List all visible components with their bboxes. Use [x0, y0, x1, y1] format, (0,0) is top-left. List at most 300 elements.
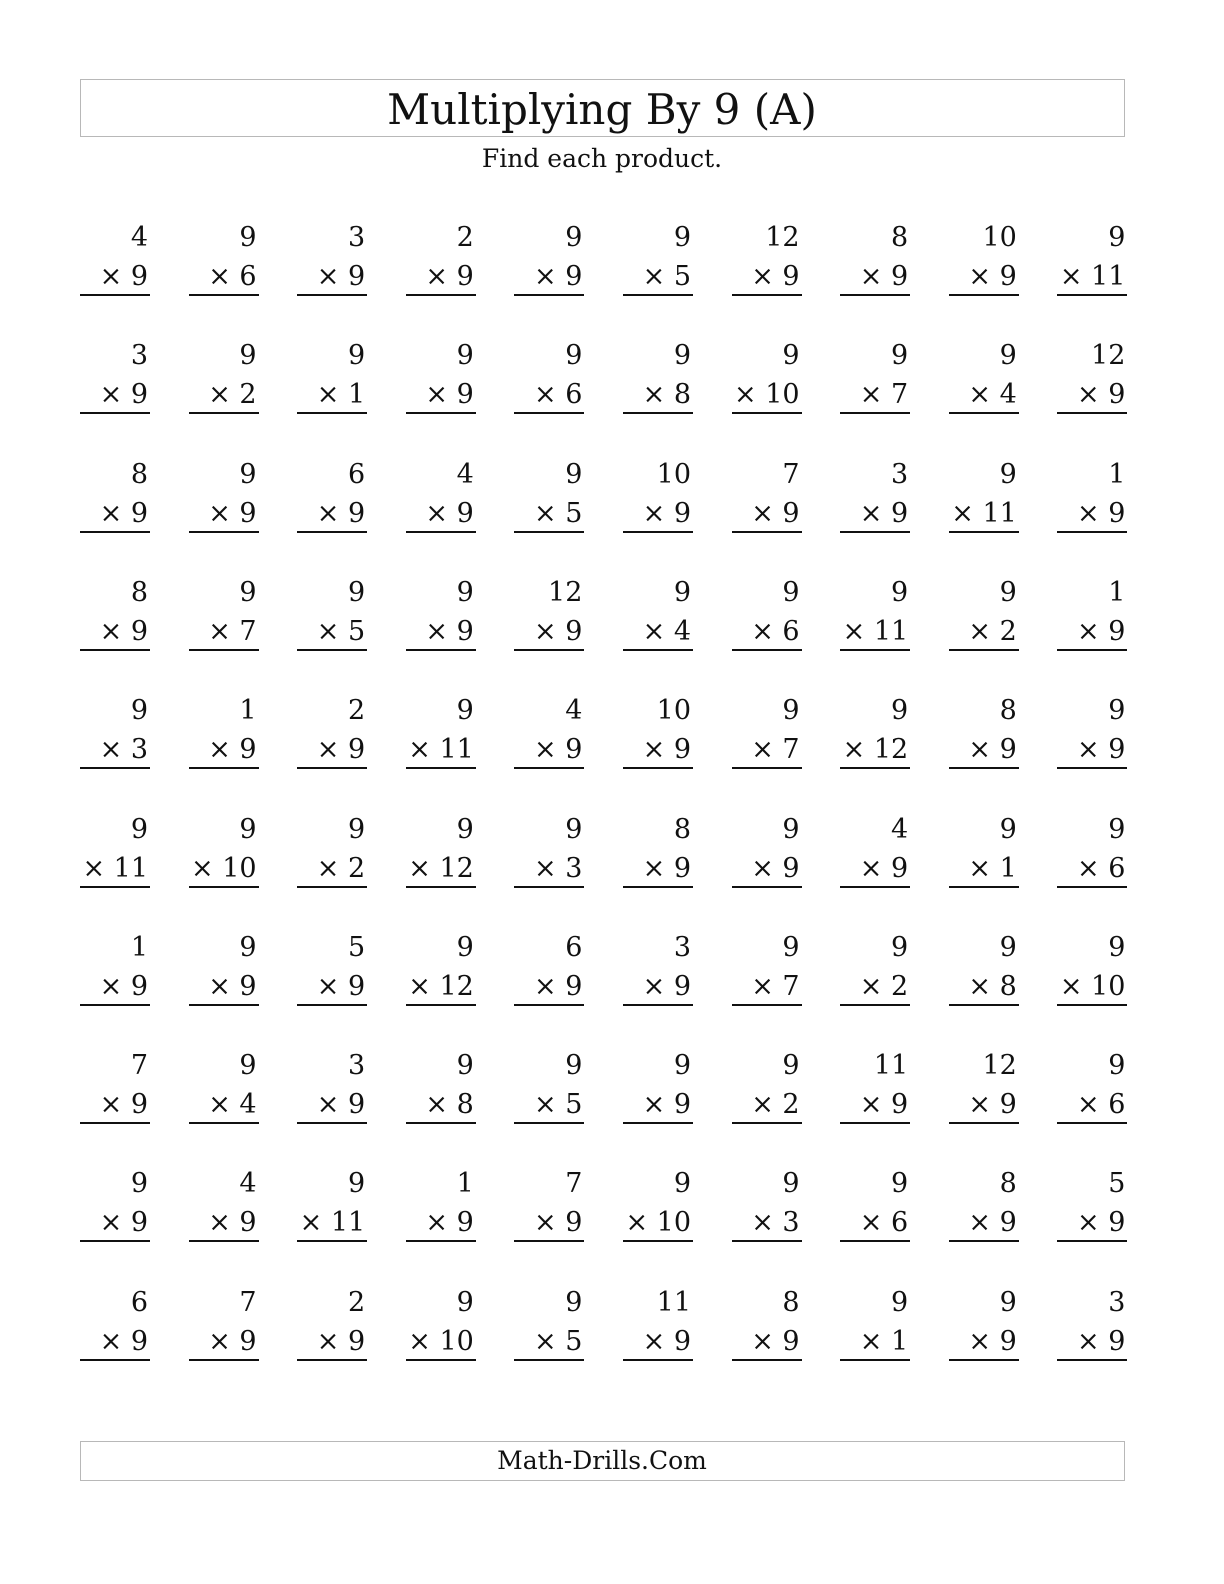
multiplier: × 6	[208, 261, 257, 292]
multiplicand: 12	[548, 576, 583, 608]
multiplier: × 2	[316, 852, 366, 884]
answer-line	[840, 1004, 910, 1006]
multiplier: × 10	[408, 1325, 474, 1357]
multiplicand: 11	[656, 1286, 691, 1318]
multiplier: × 5	[316, 615, 366, 647]
multiplier: × 9	[425, 615, 474, 647]
multiplier: × 9	[99, 1325, 148, 1357]
multiplier: × 9	[859, 1089, 909, 1121]
multiplier: × 9	[99, 261, 148, 292]
multiplicand: 9	[782, 340, 800, 372]
multiplier: × 8	[642, 379, 691, 411]
multiplicand: 3	[348, 222, 366, 253]
multiplier: × 12	[408, 970, 474, 1002]
answer-line	[732, 1240, 802, 1242]
multiplier: × 3	[99, 734, 148, 766]
answer-line	[623, 1122, 693, 1124]
answer-line	[514, 1004, 584, 1006]
multiplier: × 2	[859, 970, 909, 1002]
multiplier: × 1	[316, 379, 366, 411]
multiplier: × 9	[1077, 497, 1126, 529]
multiplier: × 8	[425, 1089, 474, 1121]
answer-line	[514, 767, 584, 769]
multiplicand: 9	[891, 576, 909, 608]
multiplier: × 5	[642, 261, 691, 292]
answer-line	[189, 1359, 259, 1361]
multiplicand: 9	[782, 576, 800, 608]
multiplier: × 9	[534, 261, 583, 292]
multiplicand: 6	[565, 931, 583, 963]
problem	[514, 931, 584, 1003]
answer-line	[189, 294, 259, 296]
problem	[80, 931, 150, 1003]
multiplicand: 11	[873, 1050, 909, 1082]
multiplier: × 4	[642, 615, 691, 647]
multiplicand: 9	[348, 576, 366, 608]
answer-line	[949, 886, 1019, 888]
problem	[189, 1167, 259, 1239]
answer-line	[189, 1240, 259, 1242]
multiplicand: 7	[782, 458, 800, 490]
multiplicand: 4	[130, 222, 148, 253]
multiplicand: 1	[130, 931, 148, 963]
answer-line	[189, 1004, 259, 1006]
answer-line	[840, 1122, 910, 1124]
multiplicand: 4	[456, 458, 474, 490]
multiplicand: 9	[130, 695, 148, 727]
multiplicand: 6	[130, 1286, 148, 1318]
problem	[514, 813, 584, 885]
multiplicand: 9	[130, 1168, 148, 1200]
multiplicand: 9	[565, 458, 583, 490]
multiplier: × 9	[99, 615, 148, 647]
answer-line	[297, 412, 367, 414]
multiplier: × 4	[208, 1089, 257, 1121]
problem	[1057, 576, 1127, 648]
problem	[514, 221, 584, 293]
answer-line	[623, 531, 693, 533]
multiplier: × 10	[625, 1207, 691, 1239]
multiplicand: 8	[891, 222, 909, 253]
multiplicand: 1	[456, 1168, 474, 1200]
problem	[1057, 221, 1127, 293]
multiplier: × 7	[751, 734, 800, 766]
multiplicand: 9	[239, 458, 257, 490]
problem	[949, 221, 1019, 293]
multiplicand: 9	[239, 813, 257, 845]
multiplier: × 9	[425, 497, 474, 529]
problem	[732, 576, 802, 648]
multiplicand: 9	[891, 1168, 909, 1200]
problem	[840, 931, 910, 1003]
multiplicand: 9	[456, 1286, 474, 1318]
multiplier: × 9	[859, 497, 909, 529]
multiplicand: 9	[239, 1050, 257, 1082]
multiplier: × 1	[968, 852, 1017, 884]
problem	[406, 813, 476, 885]
answer-line	[949, 649, 1019, 651]
multiplicand: 9	[782, 813, 800, 845]
problem	[949, 1049, 1019, 1121]
multiplicand: 9	[1108, 695, 1126, 727]
problem	[189, 694, 259, 766]
problem	[514, 1049, 584, 1121]
answer-line	[189, 649, 259, 651]
problem	[840, 813, 910, 885]
problem	[297, 576, 367, 648]
problem	[840, 576, 910, 648]
multiplicand: 2	[348, 1286, 366, 1318]
multiplier: × 5	[534, 1325, 583, 1357]
multiplier: × 10	[734, 379, 800, 411]
multiplicand: 9	[999, 458, 1017, 490]
answer-line	[297, 1122, 367, 1124]
problem	[80, 813, 150, 885]
multiplier: × 2	[968, 615, 1017, 647]
problem	[623, 1286, 693, 1358]
answer-line	[406, 1240, 476, 1242]
problem	[514, 458, 584, 530]
multiplier: × 9	[99, 497, 148, 529]
multiplicand: 9	[239, 340, 257, 372]
footer-credit: Math-Drills.Com	[497, 1446, 707, 1475]
answer-line	[623, 1359, 693, 1361]
answer-line	[189, 412, 259, 414]
problem	[514, 339, 584, 411]
multiplier: × 9	[425, 261, 474, 292]
multiplicand: 9	[348, 1168, 366, 1200]
multiplicand: 3	[130, 340, 148, 372]
multiplicand: 7	[130, 1050, 148, 1082]
multiplicand: 9	[782, 1050, 800, 1082]
multiplier: × 9	[316, 1089, 366, 1121]
multiplier: × 9	[751, 497, 800, 529]
answer-line	[189, 767, 259, 769]
answer-line	[406, 531, 476, 533]
multiplicand: 9	[456, 576, 474, 608]
multiplicand: 9	[891, 931, 909, 963]
problem	[1057, 694, 1127, 766]
answer-line	[1057, 886, 1127, 888]
answer-line	[949, 531, 1019, 533]
multiplicand: 9	[891, 340, 909, 372]
multiplier: × 9	[1077, 379, 1126, 411]
multiplicand: 12	[1091, 340, 1126, 372]
answer-line	[406, 1004, 476, 1006]
multiplicand: 1	[239, 695, 257, 727]
answer-line	[1057, 649, 1127, 651]
multiplier: × 8	[968, 970, 1017, 1002]
multiplicand: 3	[891, 458, 909, 490]
answer-line	[949, 767, 1019, 769]
multiplicand: 9	[673, 1168, 691, 1200]
multiplier: × 9	[751, 261, 800, 292]
multiplier: × 9	[968, 1207, 1017, 1239]
answer-line	[949, 1359, 1019, 1361]
multiplicand: 2	[348, 695, 366, 727]
problem	[949, 694, 1019, 766]
multiplier: × 11	[299, 1207, 366, 1239]
answer-line	[732, 294, 802, 296]
multiplier: × 9	[316, 970, 366, 1002]
multiplicand: 9	[891, 1286, 909, 1318]
answer-line	[297, 1240, 367, 1242]
multiplier: × 9	[859, 261, 909, 292]
problem	[840, 221, 910, 293]
multiplier: × 9	[534, 734, 583, 766]
multiplicand: 9	[565, 813, 583, 845]
answer-line	[80, 1240, 150, 1242]
multiplicand: 9	[782, 1168, 800, 1200]
answer-line	[840, 1240, 910, 1242]
answer-line	[514, 1240, 584, 1242]
problem	[297, 221, 367, 293]
problem	[406, 1049, 476, 1121]
multiplier: × 9	[425, 379, 474, 411]
multiplier: × 9	[1077, 734, 1126, 766]
multiplier: × 5	[534, 1089, 583, 1121]
answer-line	[623, 1004, 693, 1006]
answer-line	[297, 1004, 367, 1006]
answer-line	[297, 886, 367, 888]
problem	[297, 1167, 367, 1239]
answer-line	[80, 767, 150, 769]
answer-line	[732, 886, 802, 888]
multiplier: × 2	[751, 1089, 800, 1121]
multiplicand: 5	[348, 931, 366, 963]
multiplicand: 10	[656, 695, 691, 727]
problem	[732, 1167, 802, 1239]
problem	[623, 576, 693, 648]
multiplier: × 9	[642, 734, 691, 766]
multiplier: × 6	[751, 615, 800, 647]
multiplicand: 9	[782, 695, 800, 727]
multiplicand: 9	[130, 813, 148, 845]
answer-line	[189, 886, 259, 888]
multiplicand: 9	[348, 340, 366, 372]
multiplicand: 9	[673, 222, 691, 253]
problem	[297, 458, 367, 530]
problem	[189, 931, 259, 1003]
answer-line	[80, 294, 150, 296]
answer-line	[406, 649, 476, 651]
answer-line	[732, 531, 802, 533]
multiplier: × 9	[642, 1089, 691, 1121]
multiplicand: 9	[565, 1286, 583, 1318]
problem	[514, 576, 584, 648]
multiplicand: 9	[456, 813, 474, 845]
multiplier: × 11	[951, 497, 1017, 529]
answer-line	[514, 531, 584, 533]
answer-line	[1057, 767, 1127, 769]
problem	[297, 931, 367, 1003]
answer-line	[1057, 1122, 1127, 1124]
multiplier: × 9	[642, 1325, 691, 1357]
problem	[80, 1049, 150, 1121]
multiplicand: 9	[999, 340, 1017, 372]
answer-line	[840, 1359, 910, 1361]
multiplier: × 9	[534, 1207, 583, 1239]
answer-line	[1057, 1240, 1127, 1242]
problem	[1057, 339, 1127, 411]
problem	[406, 1167, 476, 1239]
multiplicand: 12	[765, 222, 800, 253]
multiplicand: 9	[1108, 222, 1126, 253]
answer-line	[1057, 531, 1127, 533]
answer-line	[80, 649, 150, 651]
answer-line	[406, 1359, 476, 1361]
problem	[840, 1286, 910, 1358]
multiplicand: 9	[1108, 1050, 1126, 1082]
answer-line	[80, 531, 150, 533]
multiplier: × 9	[968, 1089, 1017, 1121]
problem	[514, 1167, 584, 1239]
answer-line	[406, 1122, 476, 1124]
multiplicand: 8	[782, 1286, 800, 1318]
multiplier: × 9	[534, 970, 583, 1002]
multiplicand: 3	[673, 931, 691, 963]
answer-line	[297, 649, 367, 651]
problem	[732, 813, 802, 885]
answer-line	[732, 767, 802, 769]
multiplicand: 1	[1108, 458, 1126, 490]
answer-line	[406, 767, 476, 769]
answer-line	[80, 1122, 150, 1124]
problem	[1057, 1167, 1127, 1239]
multiplier: × 6	[534, 379, 583, 411]
answer-line	[80, 886, 150, 888]
multiplier: × 9	[316, 734, 366, 766]
problem	[1057, 1286, 1127, 1358]
instructions: Find each product.	[481, 144, 723, 173]
multiplier: × 9	[99, 1207, 148, 1239]
multiplier: × 9	[968, 734, 1017, 766]
multiplicand: 5	[1108, 1168, 1126, 1200]
multiplicand: 8	[999, 1168, 1017, 1200]
answer-line	[949, 294, 1019, 296]
multiplier: × 9	[99, 970, 148, 1002]
problem	[189, 813, 259, 885]
multiplicand: 7	[239, 1286, 257, 1318]
problem	[406, 576, 476, 648]
problem	[840, 1167, 910, 1239]
answer-line	[840, 531, 910, 533]
multiplier: × 9	[968, 1325, 1017, 1357]
answer-line	[514, 886, 584, 888]
multiplicand: 4	[891, 813, 909, 845]
problem	[297, 1049, 367, 1121]
problem	[514, 694, 584, 766]
multiplicand: 9	[999, 813, 1017, 845]
multiplicand: 4	[565, 695, 583, 727]
multiplicand: 8	[130, 458, 148, 490]
problem	[1057, 458, 1127, 530]
multiplicand: 8	[130, 576, 148, 608]
problem	[623, 221, 693, 293]
answer-line	[949, 412, 1019, 414]
problem	[80, 694, 150, 766]
answer-line	[949, 1004, 1019, 1006]
answer-line	[514, 649, 584, 651]
answer-line	[406, 294, 476, 296]
multiplicand: 9	[891, 695, 909, 727]
problem	[189, 1286, 259, 1358]
problem	[623, 1049, 693, 1121]
multiplier: × 7	[208, 615, 257, 647]
answer-line	[406, 886, 476, 888]
multiplicand: 9	[348, 813, 366, 845]
problem	[623, 931, 693, 1003]
multiplicand: 8	[673, 813, 691, 845]
answer-line	[840, 294, 910, 296]
answer-line	[623, 294, 693, 296]
problem	[189, 221, 259, 293]
problem	[80, 458, 150, 530]
multiplicand: 9	[239, 931, 257, 963]
answer-line	[840, 649, 910, 651]
multiplier: × 11	[842, 615, 909, 647]
multiplier: × 9	[751, 852, 800, 884]
problem	[80, 1167, 150, 1239]
answer-line	[732, 1359, 802, 1361]
problem	[297, 339, 367, 411]
problem	[406, 221, 476, 293]
answer-line	[623, 767, 693, 769]
answer-line	[1057, 412, 1127, 414]
multiplicand: 9	[673, 576, 691, 608]
multiplicand: 9	[456, 340, 474, 372]
multiplicand: 7	[565, 1168, 583, 1200]
problem	[406, 694, 476, 766]
answer-line	[406, 412, 476, 414]
multiplier: × 9	[316, 261, 366, 292]
multiplier: × 2	[208, 379, 257, 411]
multiplier: × 9	[316, 497, 366, 529]
multiplier: × 9	[99, 1089, 148, 1121]
problem	[949, 1167, 1019, 1239]
multiplier: × 11	[82, 852, 148, 884]
problem	[732, 1286, 802, 1358]
answer-line	[623, 886, 693, 888]
multiplier: × 6	[1077, 852, 1126, 884]
multiplicand: 9	[456, 931, 474, 963]
problem	[406, 931, 476, 1003]
multiplier: × 9	[208, 970, 257, 1002]
problem	[732, 694, 802, 766]
answer-line	[80, 1004, 150, 1006]
multiplier: × 3	[751, 1207, 800, 1239]
multiplier: × 9	[208, 1325, 257, 1357]
problem	[732, 931, 802, 1003]
problem	[840, 1049, 910, 1121]
multiplier: × 9	[859, 852, 909, 884]
problem	[406, 339, 476, 411]
answer-line	[297, 767, 367, 769]
multiplier: × 11	[408, 734, 474, 766]
multiplicand: 8	[999, 695, 1017, 727]
answer-line	[514, 412, 584, 414]
problem	[189, 576, 259, 648]
answer-line	[840, 412, 910, 414]
multiplicand: 3	[1108, 1286, 1126, 1318]
multiplicand: 9	[565, 340, 583, 372]
multiplier: × 9	[642, 970, 691, 1002]
problem	[949, 458, 1019, 530]
multiplier: × 6	[1077, 1089, 1126, 1121]
problem	[949, 931, 1019, 1003]
answer-line	[623, 412, 693, 414]
multiplier: × 7	[751, 970, 800, 1002]
